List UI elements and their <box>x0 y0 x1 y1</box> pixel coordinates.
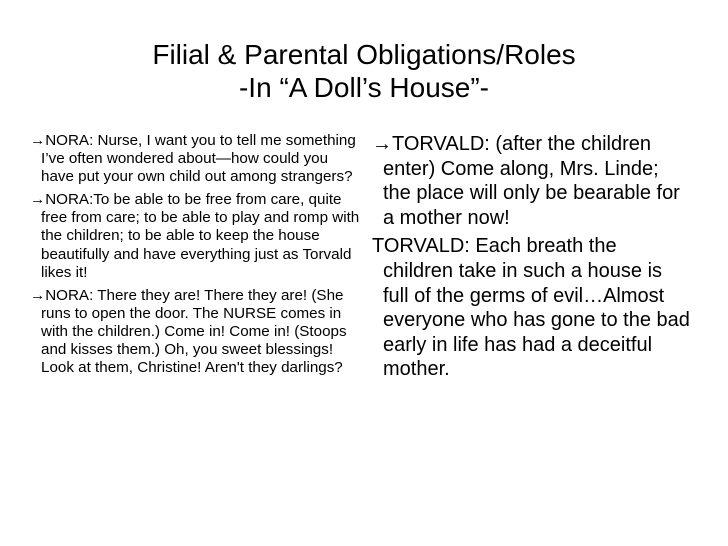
title-line-2: -In “A Doll’s House”- <box>238 72 489 103</box>
right-bullet-1-text: TORVALD: (after the children enter) Come along, Mrs. Linde; the place will only be bearable for a mother now! <box>383 133 680 229</box>
left-bullet-3-text: NORA: There they are! There they are! (She runs to open the door. The NURSE comes in with the children.) Come in! Come in! (Stoops and kisses them.) Oh, you sweet blessings! Look at them, Christine! Aren't they darlings? <box>41 286 347 377</box>
left-bullet-1-text: NORA: Nurse, I want you to tell me something I’ve often wondered about—how could you have put your own child out among strangers? <box>41 132 356 186</box>
slide-title <box>0 38 728 104</box>
title-line-1: Filial & Parental Obligations/Roles <box>152 39 576 70</box>
left-bullet-2 <box>30 191 365 281</box>
right-bullet-1 <box>372 132 692 230</box>
right-bullet-2 <box>372 234 692 382</box>
left-column <box>30 132 365 382</box>
left-bullet-3 <box>30 287 365 377</box>
left-bullet-2-text: NORA:To be able to be free from care, quite free from care; to be able to play and romp with the children; to be able to keep the house beautifully and have everything just as Torvald likes it! <box>41 191 360 281</box>
right-column <box>372 132 692 386</box>
right-bullet-2-text: TORVALD: Each breath the children take in such a house is full of the germs of evil…Almost everyone who has gone to the bad early in life has had a deceitful mother. <box>372 235 690 381</box>
left-bullet-1 <box>30 132 365 186</box>
